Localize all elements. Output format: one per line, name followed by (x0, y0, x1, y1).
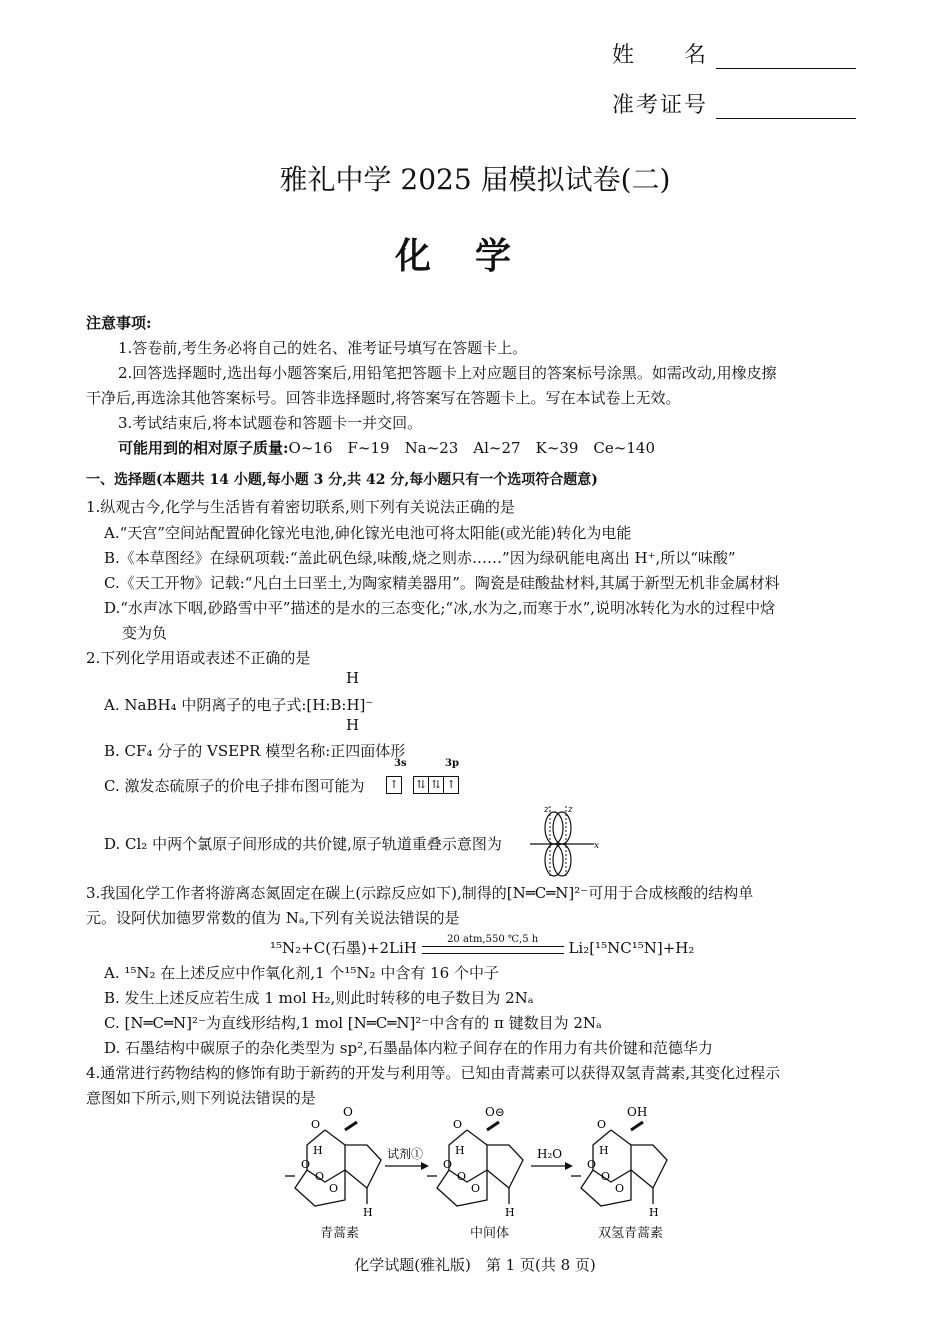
q2-a-bottom-h: H (346, 716, 360, 734)
id-field (612, 88, 856, 119)
top-group-2: O⊝ (485, 1105, 505, 1119)
orbital-box-3s: ↑ (386, 776, 402, 794)
atomic-mass-label: 可能用到的相对原子质量: (118, 439, 289, 457)
notice-heading: 注意事项: (86, 314, 152, 332)
eq-left: ¹⁵N₂+C(石墨)+2LiH (270, 939, 417, 957)
label-artemisinin: 青蒿素 (320, 1226, 360, 1241)
q4-stem: 4.通常进行药物结构的修饰有助于新药的开发与利用等。已知由青蒿素可以获得双氢青蒿素,其变化过程示 (86, 1064, 781, 1082)
q2-option-c: C. 激发态硫原子的价电子排布图可能为 (104, 777, 365, 795)
orbital-box-3p-3: ↑ (444, 776, 459, 794)
atomic-mass-line (118, 437, 655, 458)
orbital-diagram (386, 774, 459, 794)
notice-item-2: 2.回答选择题时,选出每小题答案后,用铅笔把答题卡上对应题目的答案标号涂黑。如需改动,用橡皮擦 (118, 364, 777, 382)
section-heading: 一、选择题(本题共 14 小题,每小题 3 分,共 42 分,每小题只有一个选项符合题意) (86, 472, 598, 488)
q1-option-d: D.“水声冰下咽,砂路雪中平”描述的是水的三态变化;“冰,水为之,而寒于水”,说明冰转化为水的过程中焓 (104, 599, 776, 617)
q2-option-a-formula: [H:B:H]⁻ (306, 696, 374, 714)
name-blank (716, 48, 856, 69)
orbital-box-3p-1: ⇅ (413, 776, 429, 794)
name-field (612, 38, 856, 69)
q3-stem-cont: 元。设阿伏加德罗常数的值为 Nₐ,下列有关说法错误的是 (86, 909, 460, 927)
reagent-1-label: 试剂① (387, 1147, 424, 1161)
label-dihydroartemisinin: 双氢青蒿素 (598, 1226, 664, 1241)
q3-option-c: C. [N═C═N]²⁻为直线形结构,1 mol [N═C═N]²⁻中含有的 π 键数目为 2Nₐ (104, 1014, 602, 1032)
q3-option-d: D. 石墨结构中碳原子的杂化类型为 sp²,石墨晶体内粒子间存在的作用力有共价键和范德华力 (104, 1039, 713, 1057)
q1-option-a: A.“天宫”空间站配置砷化镓光电池,砷化镓光电池可将太阳能(或光能)转化为电能 (104, 524, 632, 542)
q1-option-b: B.《本草图经》在绿矾项载:“盖此矾色绿,味酸,烧之则赤……”因为绿矾能电离出 H⁺,所以“味酸” (104, 549, 736, 567)
notice-item-3: 3.考试结束后,将本试题卷和答题卡一并交回。 (118, 414, 423, 432)
label-intermediate: 中间体 (470, 1226, 510, 1241)
notice-item-2-cont: 干净后,再选涂其他答案标号。回答非选择题时,将答案写在答题卡上。写在本试卷上无效。 (86, 389, 681, 407)
q1-option-c: C.《天工开物》记载:“凡白土曰垩土,为陶家精美器用”。陶瓷是硅酸盐材料,其属于新型无机非金属材料 (104, 574, 780, 592)
q2-option-a-text: A. NaBH₄ 中阴离子的电子式: (104, 696, 307, 714)
q3-option-a: A. ¹⁵N₂ 在上述反应中作氧化剂,1 个¹⁵N₂ 中含有 16 个中子 (104, 964, 499, 982)
reagent-2-label: H₂O (537, 1147, 563, 1161)
subject-title: 化学 (394, 235, 555, 277)
eq-arrow (422, 934, 564, 958)
page-footer: 化学试题(雅礼版) 第 1 页(共 8 页) (354, 1256, 596, 1274)
molecule-template (285, 1118, 381, 1219)
reaction-scheme (285, 1100, 685, 1240)
top-group-1: O (343, 1105, 353, 1119)
top-group-3: OH (627, 1105, 648, 1119)
q3-equation (270, 934, 695, 958)
q2-option-a (104, 694, 373, 715)
orbital-box-3p-2: ⇅ (429, 776, 444, 794)
id-label: 准考证号 (612, 93, 709, 118)
orbital-overlap-icon (528, 800, 608, 880)
q3-stem: 3.我国化学工作者将游离态氮固定在碳上(示踪反应如下),制得的[N═C═N]²⁻可用于合成核酸的结构单 (86, 884, 754, 902)
q2-stem: 2.下列化学用语或表述不正确的是 (86, 649, 311, 667)
svg-text:O: O (301, 1158, 311, 1171)
q1-option-d-cont: 变为负 (122, 624, 168, 642)
id-blank (716, 98, 856, 119)
eq-condition: 20 atm,550 ℃,5 h (447, 934, 539, 945)
exam-title: 雅礼中学 2025 届模拟试卷(二) (279, 163, 671, 196)
name-label: 姓 名 (612, 43, 709, 68)
q1-stem: 1.纵观古今,化学与生活皆有着密切联系,则下列有关说法正确的是 (86, 498, 515, 516)
notice-item-1: 1.答卷前,考生务必将自己的姓名、准考证号填写在答题卡上。 (118, 339, 528, 357)
axis-z-left: z (544, 805, 549, 815)
eq-right: Li₂[¹⁵NC¹⁵N]+H₂ (568, 939, 695, 957)
svg-text:H: H (313, 1144, 323, 1157)
q3-option-b: B. 发生上述反应若生成 1 mol H₂,则此时转移的电子数目为 2Nₐ (104, 989, 534, 1007)
svg-text:O: O (315, 1170, 325, 1183)
svg-text:O: O (329, 1182, 339, 1195)
axis-x: x (594, 841, 600, 851)
atomic-mass-values: O~16 F~19 Na~23 Al~27 K~39 Ce~140 (288, 439, 655, 457)
q2-a-top-h: H (346, 669, 360, 687)
orbital-label-3s: 3s (394, 758, 407, 769)
q2-option-d: D. Cl₂ 中两个氯原子间形成的共价键,原子轨道重叠示意图为 (104, 835, 502, 853)
orbital-label-3p: 3p (445, 758, 459, 769)
axis-z-right: z (568, 805, 573, 815)
q2-option-b: B. CF₄ 分子的 VSEPR 模型名称:正四面体形 (104, 742, 406, 760)
svg-text:H: H (363, 1206, 373, 1219)
q4-stem-cont: 意图如下所示,则下列说法错误的是 (86, 1089, 316, 1107)
svg-text:O: O (311, 1118, 321, 1131)
